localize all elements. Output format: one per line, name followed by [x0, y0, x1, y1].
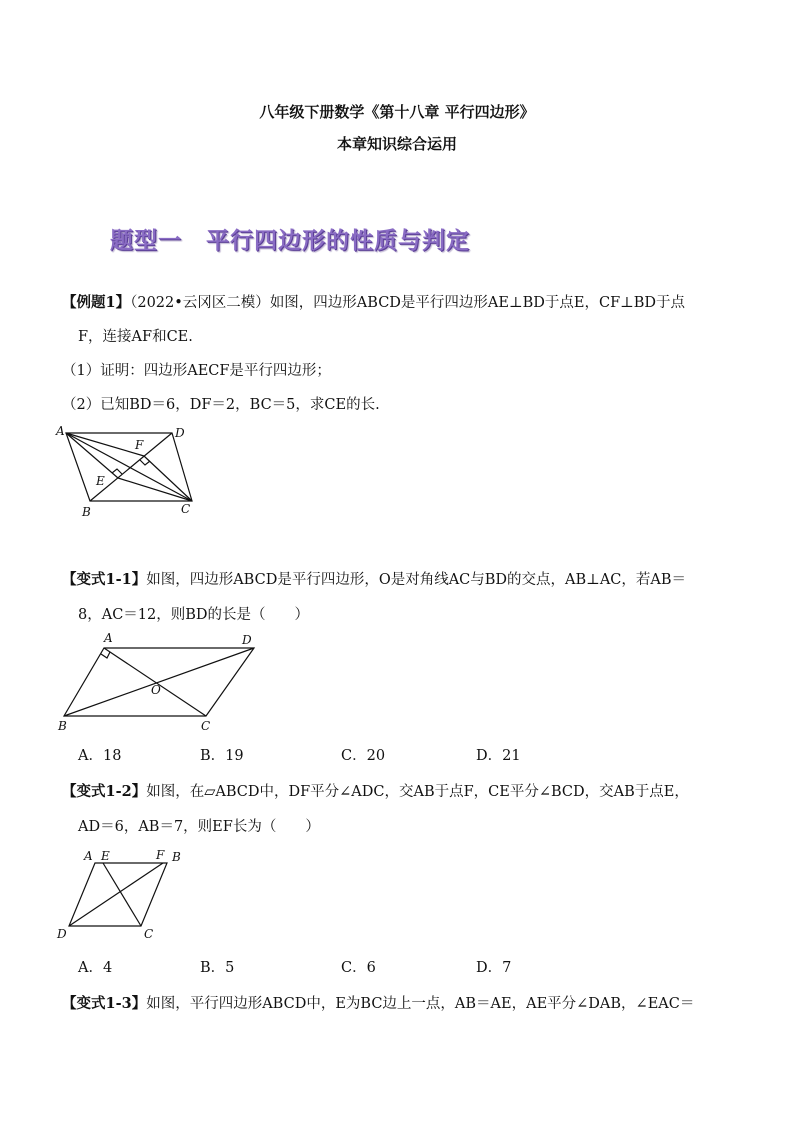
label-a: A [104, 631, 113, 645]
document-subtitle: 本章知识综合运用 [336, 135, 457, 153]
variant2-choice-b: B．5 [200, 960, 235, 976]
variant1-text: 如图，四边形ABCD是平行四边形，O是对角线AC与BD的交点，AB⊥AC，若AB＝ [146, 572, 687, 588]
right-angle-mark-a [101, 652, 110, 658]
example1-question2: （2）已知BD＝6，DF＝2，BC＝5，求CE的长. [62, 397, 380, 413]
section-heading: 题型一 平行四边形的性质与判定 [110, 227, 470, 254]
variant2-line1 [62, 782, 689, 802]
label-f: F [156, 848, 165, 862]
segment-df [69, 863, 163, 926]
segment-af [66, 433, 144, 456]
label-d: D [57, 927, 67, 941]
label-c: C [144, 927, 154, 941]
variant1-line1 [62, 570, 686, 590]
variant1-choice-b: B．19 [200, 748, 244, 764]
right-angle-mark-e [112, 469, 122, 474]
label-o: O [151, 683, 161, 697]
variant2-figure [55, 848, 185, 943]
label-b: B [58, 719, 67, 733]
variant1-line2: 8，AC＝12，则BD的长是（ ） [78, 607, 310, 623]
variant2-tag: 【变式1-2】 [62, 783, 147, 800]
example1-text: 如图，四边形ABCD是平行四边形AE⊥BD于点E，CF⊥BD于点 [269, 295, 686, 311]
label-d: D [175, 426, 185, 440]
label-b: B [172, 850, 181, 864]
variant2-choice-a: A．4 [78, 960, 113, 976]
example1-line2: F，连接AF和CE. [78, 329, 193, 345]
example1-source: （2022•云冈区二模） [130, 295, 270, 311]
variant2-text: 如图，在▱ABCD中，DF平分∠ADC，交AB于点F，CE平分∠BCD，交AB于点E， [146, 784, 689, 800]
variant2-choice-d: D．7 [476, 960, 512, 976]
variant1-choice-a: A．18 [78, 748, 122, 764]
label-b: B [82, 505, 91, 519]
variant2-choice-c: C．6 [341, 960, 376, 976]
document-title: 八年级下册数学《第十八章 平行四边形》 [259, 103, 535, 121]
example1-tag: 【例题1】 [62, 294, 131, 311]
variant1-figure [58, 632, 258, 732]
variant3-tag: 【变式1-3】 [62, 995, 147, 1012]
variant2-line2: AD＝6，AB＝7，则EF长为（ ） [78, 819, 320, 835]
example1-figure [56, 424, 206, 519]
label-c: C [201, 719, 211, 733]
label-e: E [101, 849, 110, 863]
variant3-line1 [62, 994, 694, 1014]
example1-question1: （1）证明：四边形AECF是平行四边形； [62, 363, 331, 379]
label-a: A [84, 849, 93, 863]
variant1-choice-c: C．20 [341, 748, 386, 764]
diagonal-ac [104, 648, 206, 716]
label-a: A [56, 424, 65, 438]
variant1-choice-d: D．21 [476, 748, 521, 764]
label-f: F [135, 438, 144, 452]
example1-line1 [62, 293, 685, 313]
label-e: E [96, 474, 105, 488]
label-d: D [242, 633, 252, 647]
variant3-text: 如图，平行四边形ABCD中，E为BC边上一点，AB＝AE，AE平分∠DAB，∠EAC＝ [146, 996, 695, 1012]
variant1-tag: 【变式1-1】 [62, 571, 147, 588]
segment-ce [103, 863, 141, 926]
label-c: C [181, 502, 191, 516]
diagonal-bd [64, 648, 254, 716]
diagonal-ac [66, 433, 192, 501]
